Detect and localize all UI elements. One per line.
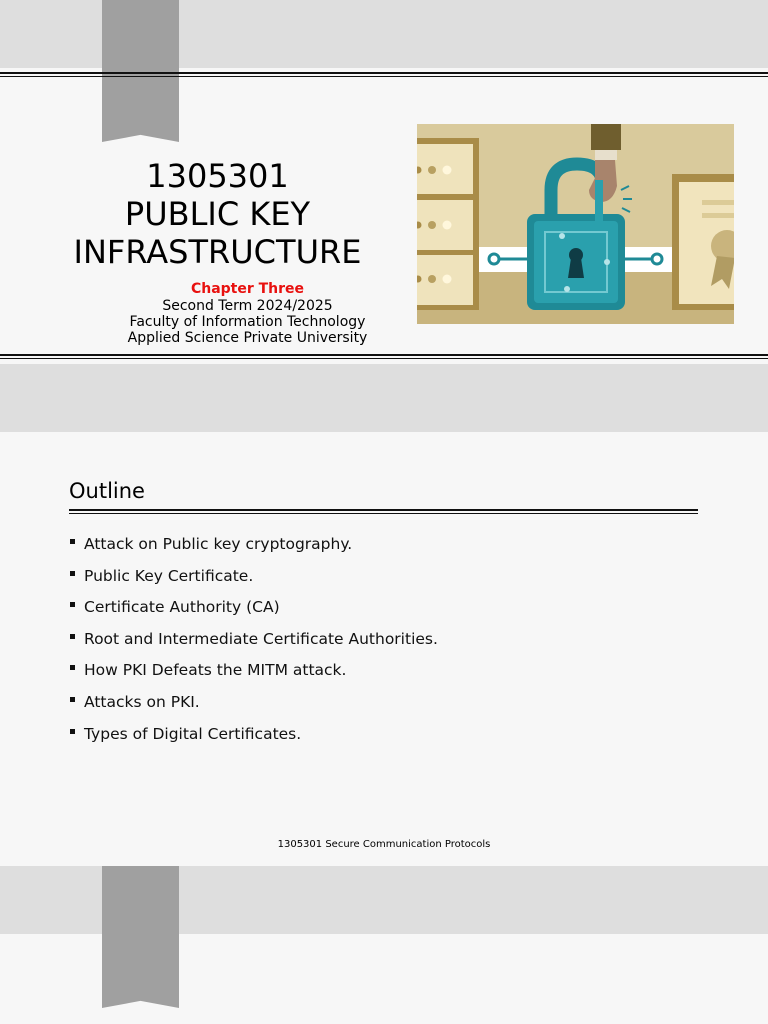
- bullet-square-icon: [70, 571, 75, 576]
- file-cabinet-icon: [417, 138, 479, 310]
- bullet-square-icon: [70, 634, 75, 639]
- title-line-2: PUBLIC KEY: [124, 195, 311, 233]
- list-item: [69, 595, 438, 627]
- bullet-square-icon: [70, 602, 75, 607]
- divider-line: [0, 354, 768, 356]
- outline-list: [69, 532, 438, 753]
- slide-footer: 1305301 Secure Communication Protocols: [277, 839, 491, 850]
- title-slide: [0, 0, 768, 432]
- divider-line: [0, 72, 768, 74]
- list-item: [69, 658, 438, 690]
- ribbon-bookmark: [102, 0, 179, 142]
- list-item-text: Root and Intermediate Certificate Authorities.: [84, 629, 438, 648]
- list-item-text: Attack on Public key cryptography.: [84, 535, 353, 553]
- list-item-text: How PKI Defeats the MITM attack.: [84, 661, 347, 680]
- outline-slide: [0, 432, 768, 866]
- title-line-1: 1305301: [146, 157, 289, 195]
- list-item: [69, 627, 438, 659]
- certificate-icon: [672, 174, 734, 310]
- list-item-text: Attacks on PKI.: [84, 692, 200, 711]
- term-label: Second Term 2024/2025: [162, 298, 333, 314]
- heading-underline: [69, 513, 698, 514]
- list-item-text: Types of Digital Certificates.: [84, 724, 302, 743]
- outline-heading: Outline: [69, 479, 145, 503]
- list-item: [69, 690, 438, 722]
- bullet-square-icon: [70, 539, 75, 544]
- bullet-square-icon: [70, 697, 75, 702]
- university-label: Applied Science Private University: [127, 330, 368, 346]
- list-item: [69, 722, 438, 754]
- ribbon-bookmark: [102, 866, 179, 1008]
- slide-title: [40, 157, 395, 271]
- divider-line: [0, 76, 768, 77]
- list-item-text: Certificate Authority (CA): [84, 598, 280, 617]
- bottom-band: [0, 364, 768, 432]
- bullet-square-icon: [70, 665, 75, 670]
- list-item-text: Public Key Certificate.: [84, 566, 254, 585]
- bullet-square-icon: [70, 729, 75, 734]
- title-line-3: INFRASTRUCTURE: [73, 233, 362, 271]
- divider-line: [0, 358, 768, 359]
- list-item: [69, 532, 438, 564]
- next-slide: [0, 866, 768, 1024]
- list-item: [69, 564, 438, 596]
- padlock-key-illustration: [417, 124, 734, 324]
- faculty-label: Faculty of Information Technology: [129, 314, 366, 330]
- heading-underline: [69, 509, 698, 511]
- chapter-label: Chapter Three: [190, 281, 305, 297]
